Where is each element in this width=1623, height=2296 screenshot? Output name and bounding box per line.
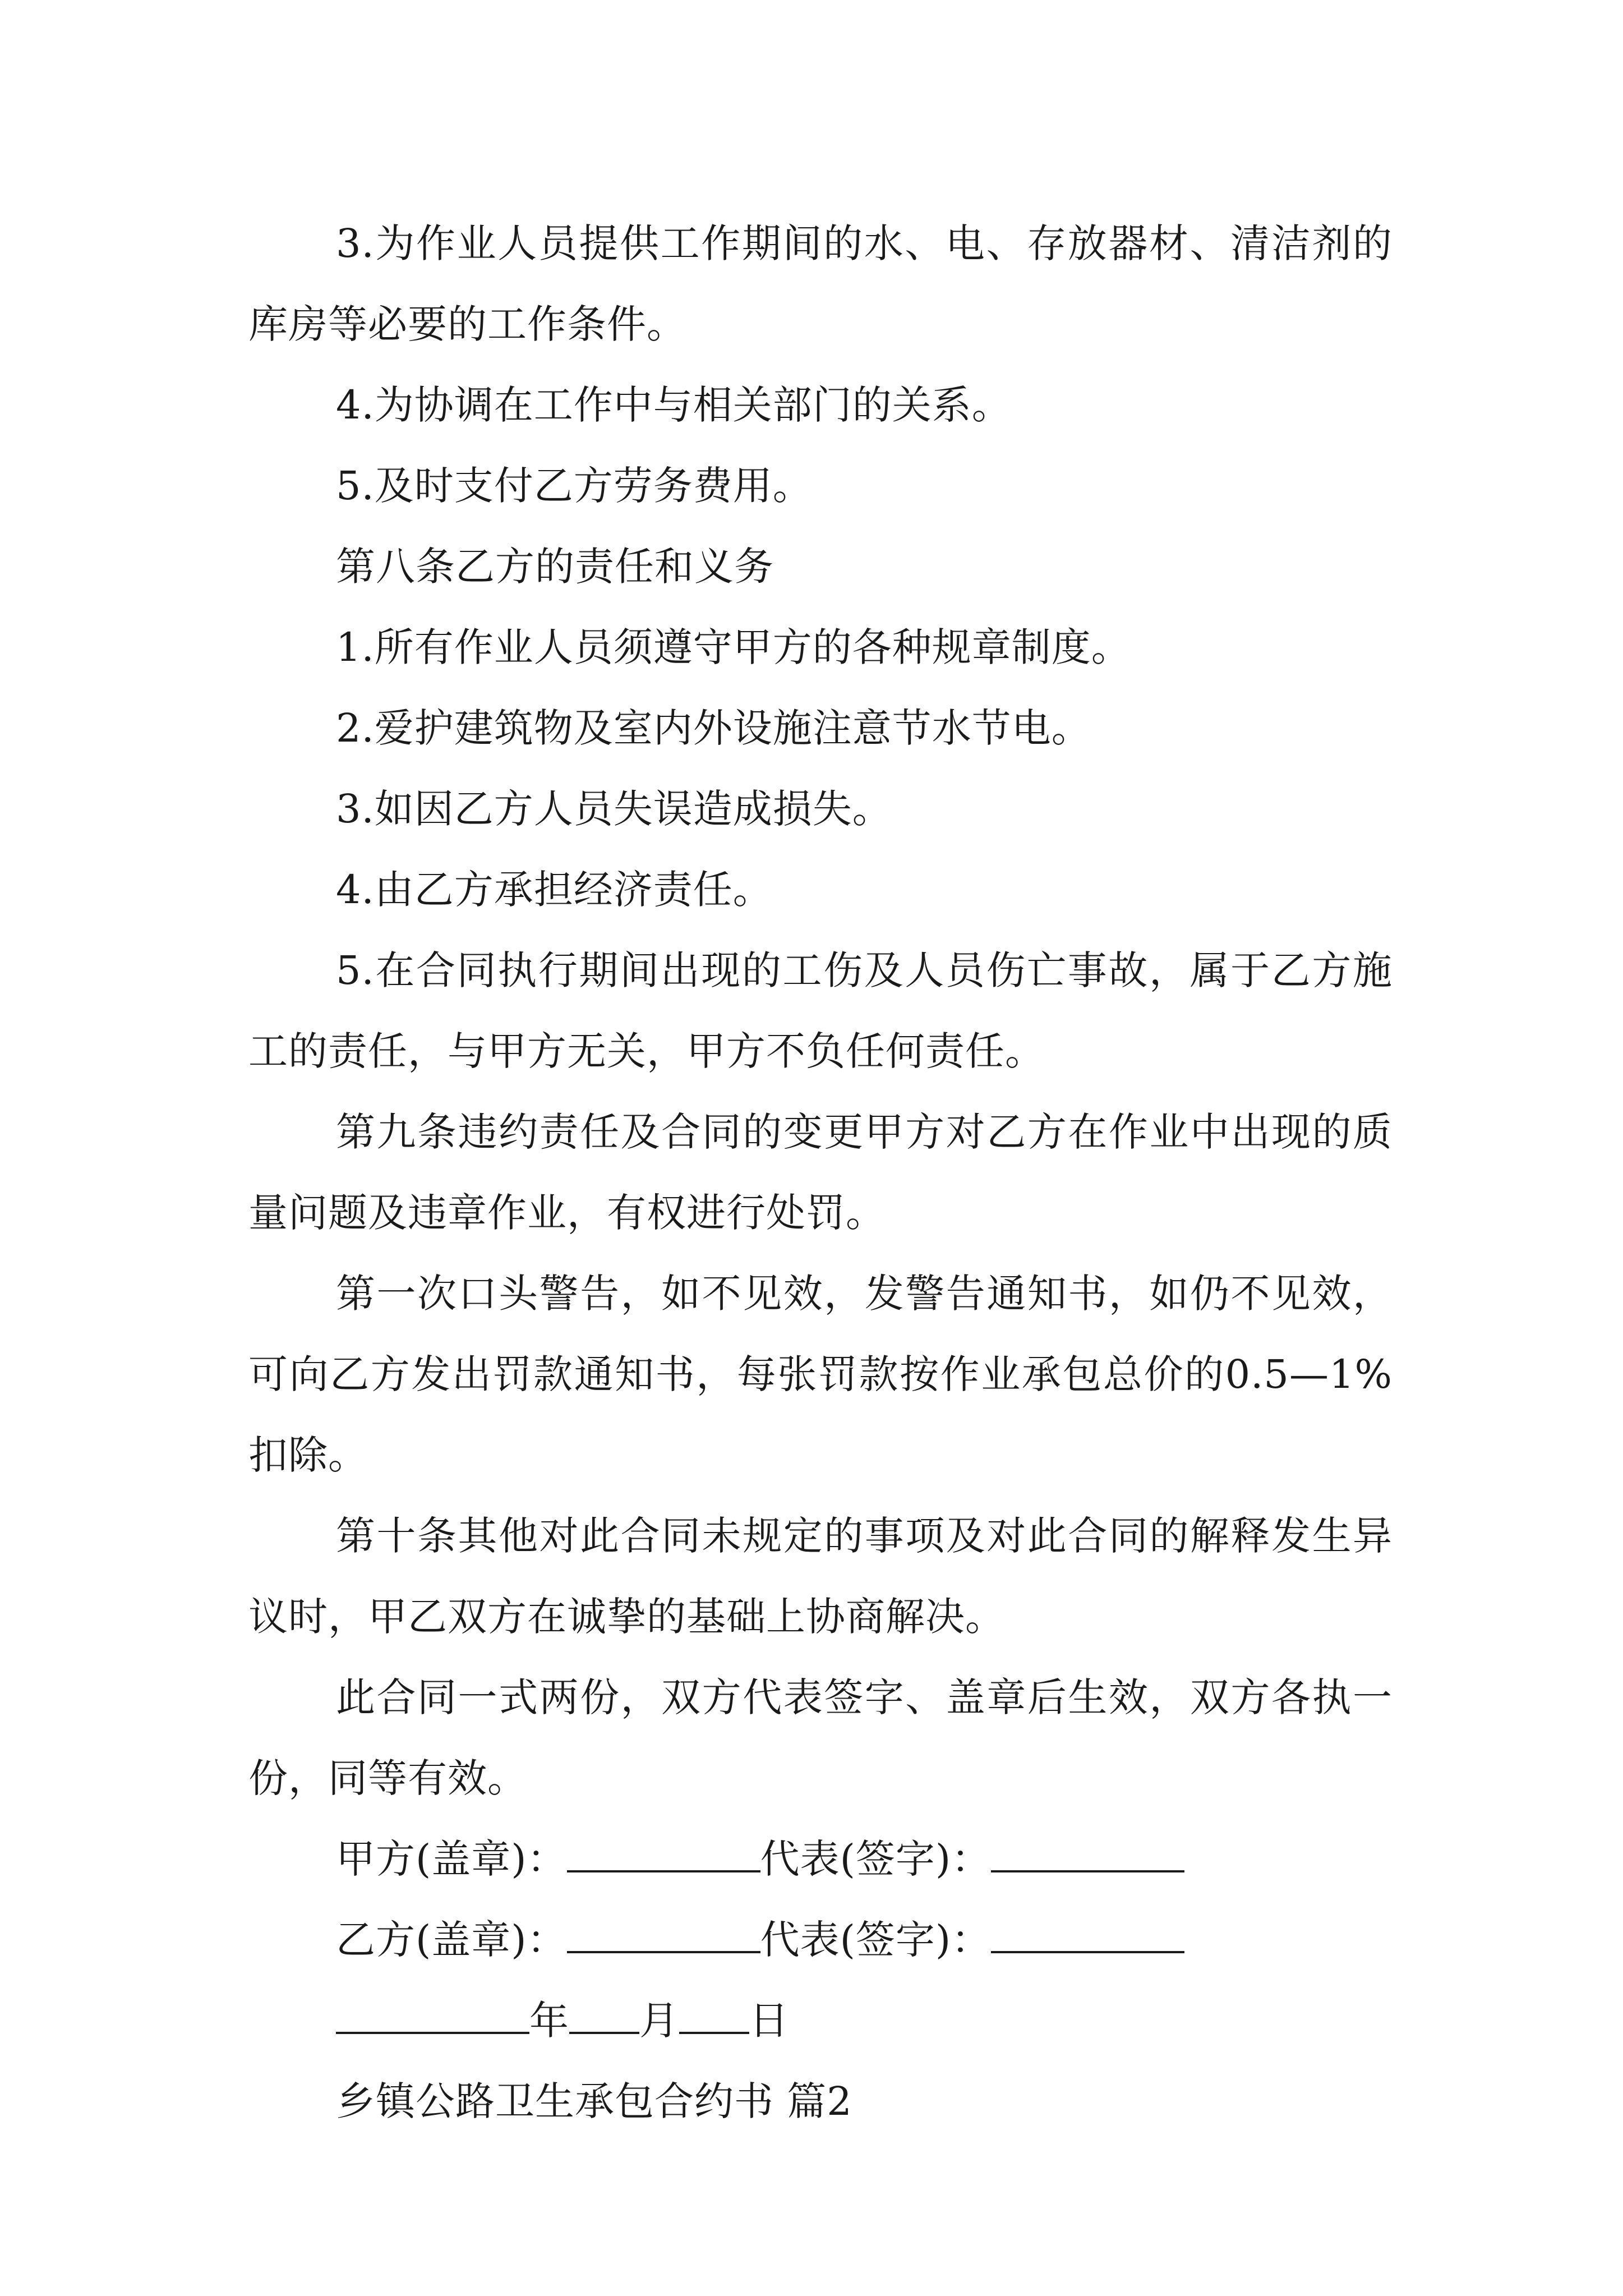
party-b-label: 乙方(盖章)： [336,1917,567,1963]
party-a-rep-blank [991,1833,1184,1872]
paragraph-item-4-coordination: 4.为协调在工作中与相关部门的关系。 [336,382,1012,428]
paragraph-item-3-workplace: 3.为作业人员提供工作期间的水、电、存放器材、清洁剂的库房等必要的工作条件。 [248,220,1393,347]
paragraph-item-2-facilities: 2.爱护建筑物及室内外设施注意节水节电。 [336,705,1091,751]
next-section-heading: 乡镇公路卫生承包合约书 篇2 [336,2078,852,2124]
paragraph-item-4-liability: 4.由乙方承担经济责任。 [336,867,773,913]
article-8-heading: 第八条乙方的责任和义务 [336,544,774,590]
party-b-rep-label: 代表(签字)： [760,1917,992,1963]
paragraph-item-5-injury: 5.在合同执行期间出现的工伤及人员伤亡事故，属于乙方施工的责任，与甲方无关，甲方不负任何责任。 [248,947,1393,1074]
copies-paragraph: 此合同一式两份，双方代表签字、盖章后生效，双方各执一份，同等有效。 [248,1674,1393,1801]
month-label: 月 [639,1998,679,2044]
party-a-rep-label: 代表(签字)： [760,1836,992,1882]
party-a-signature-line [248,1819,1393,1899]
paragraph-item-5-payment: 5.及时支付乙方劳务费用。 [336,463,813,509]
party-a-label: 甲方(盖章)： [336,1836,567,1882]
party-b-seal-blank [567,1914,760,1953]
paragraph-item-1-rules: 1.所有作业人员须遵守甲方的各种规章制度。 [336,624,1131,670]
penalty-paragraph: 第一次口头警告，如不见效，发警告通知书，如仍不见效，可向乙方发出罚款通知书，每张罚款按作业承包总价的0.5—1%扣除。 [248,1271,1393,1478]
year-blank [336,1995,529,2034]
document-body [248,203,1393,2142]
party-b-signature-line [248,1899,1393,1980]
article-9-paragraph: 第九条违约责任及合同的变更甲方对乙方在作业中出现的质量问题及违章作业，有权进行处罚。 [248,1109,1393,1236]
article-10-paragraph: 第十条其他对此合同未规定的事项及对此合同的解释发生异议时，甲乙双方在诚挚的基础上协商解决。 [248,1513,1393,1640]
paragraph-item-3-loss: 3.如因乙方人员失误造成损失。 [336,786,892,832]
date-line [248,1980,1393,2061]
party-a-seal-blank [567,1833,760,1872]
month-blank [569,1995,639,2034]
day-label: 日 [749,1998,789,2044]
year-label: 年 [529,1998,569,2044]
party-b-rep-blank [991,1914,1184,1953]
day-blank [679,1995,749,2034]
